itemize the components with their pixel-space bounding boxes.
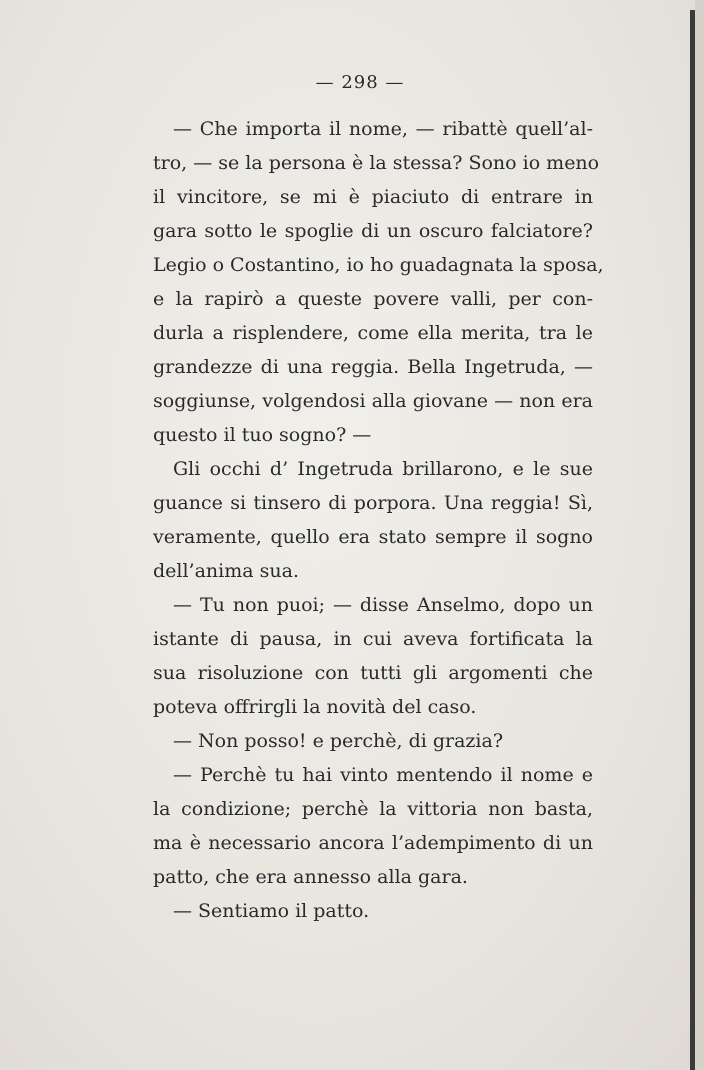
text-line: istante di pausa, in cui aveva fortificata la xyxy=(153,628,593,650)
text-line: dell’anima sua. xyxy=(153,560,299,582)
body-text xyxy=(153,112,604,928)
text-line: patto, che era annesso alla gara. xyxy=(153,866,468,888)
page-number: — 298 — xyxy=(315,72,405,93)
text-line: veramente, quello era stato sempre il sogno xyxy=(153,526,593,548)
text-line: durla a risplendere, come ella merita, tra le xyxy=(153,322,593,344)
text-line: soggiunse, volgendosi alla giovane — non era xyxy=(153,390,593,412)
text-line: grandezze di una reggia. Bella Ingetruda, — xyxy=(153,356,593,378)
text-line: sua risoluzione con tutti gli argomenti che xyxy=(153,662,593,684)
text-line: il vincitore, se mi è piaciuto di entrare in xyxy=(153,186,593,208)
text-line: questo il tuo sogno? — xyxy=(153,424,372,446)
page-edge-margin xyxy=(695,0,704,1070)
text-line: guance si tinsero di porpora. Una reggia! Sì, xyxy=(153,492,593,514)
text-line: — Non posso! e perchè, di grazia? xyxy=(173,730,504,752)
text-line: Legio o Costantino, io ho guadagnata la sposa, xyxy=(153,254,604,276)
text-line: la condizione; perchè la vittoria non basta, xyxy=(153,798,593,820)
text-line: — Che importa il nome, — ribattè quell’al- xyxy=(173,118,593,140)
text-line: e la rapirò a queste povere valli, per con- xyxy=(153,288,593,310)
text-line: poteva offrirgli la novità del caso. xyxy=(153,696,477,718)
text-line: Gli occhi d’ Ingetruda brillarono, e le sue xyxy=(173,458,593,480)
text-line: — Tu non puoi; — disse Anselmo, dopo un xyxy=(173,594,593,616)
text-line: ma è necessario ancora l’adempimento di un xyxy=(153,832,593,854)
text-line: — Perchè tu hai vinto mentendo il nome e xyxy=(173,764,593,786)
text-line: gara sotto le spoglie di un oscuro falciatore? xyxy=(153,220,593,242)
text-line: tro, — se la persona è la stessa? Sono io meno xyxy=(153,152,600,174)
text-line: — Sentiamo il patto. xyxy=(173,900,370,922)
